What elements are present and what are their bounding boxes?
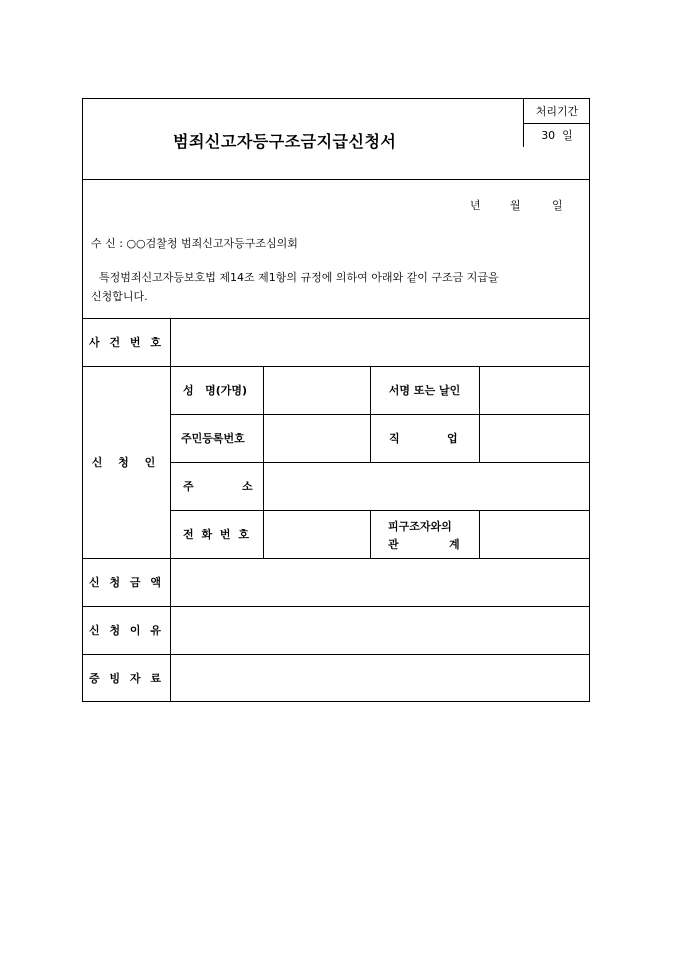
applicant-label: 신 청 인 xyxy=(91,456,162,469)
relation-label-a: 관 xyxy=(388,538,399,551)
occupation-label-b: 업 xyxy=(447,432,458,445)
address-field[interactable] xyxy=(264,463,589,510)
relation-label-line1: 피구조자와의 xyxy=(388,520,452,533)
application-form xyxy=(82,98,590,702)
processing-period-label: 처리기간 xyxy=(535,105,579,118)
reason-field[interactable] xyxy=(171,607,589,654)
date-month-label: 월 xyxy=(510,199,521,212)
relation-field[interactable] xyxy=(480,511,589,558)
phone-field[interactable] xyxy=(264,511,370,558)
date-day-label: 일 xyxy=(552,199,563,212)
signature-field[interactable] xyxy=(480,367,589,414)
name-field[interactable] xyxy=(264,367,370,414)
relation-label-b: 계 xyxy=(449,538,460,551)
evidence-field[interactable] xyxy=(171,655,589,701)
processing-period-value: 30 일 xyxy=(541,129,573,142)
occupation-field[interactable] xyxy=(480,415,589,462)
date-year-label: 년 xyxy=(470,199,481,212)
address-label-b: 소 xyxy=(242,480,253,493)
evidence-label: 증 빙 자 료 xyxy=(89,672,164,685)
recipient-line: 수 신 : ○○검찰청 범죄신고자등구조심의회 xyxy=(91,237,298,250)
amount-label: 신 청 금 액 xyxy=(89,576,164,589)
resident-number-label: 주민등록번호 xyxy=(181,432,245,445)
signature-label: 서명 또는 날인 xyxy=(388,384,461,397)
amount-field[interactable] xyxy=(171,559,589,606)
case-number-field[interactable] xyxy=(171,319,589,366)
phone-label: 전 화 번 호 xyxy=(183,528,251,541)
resident-number-field[interactable] xyxy=(264,415,370,462)
form-title: 범죄신고자등구조금지급신청서 xyxy=(173,132,397,151)
statement-line-1: 특정범죄신고자등보호법 제14조 제1항의 규정에 의하여 아래와 같이 구조금 지급을 xyxy=(99,271,499,284)
occupation-label-a: 직 xyxy=(389,432,400,445)
statement-line-2: 신청합니다. xyxy=(91,290,148,303)
address-label-a: 주 xyxy=(183,480,194,493)
case-number-label: 사 건 번 호 xyxy=(89,336,164,349)
reason-label: 신 청 이 유 xyxy=(89,624,164,637)
name-label: 성 명(가명) xyxy=(183,384,248,397)
